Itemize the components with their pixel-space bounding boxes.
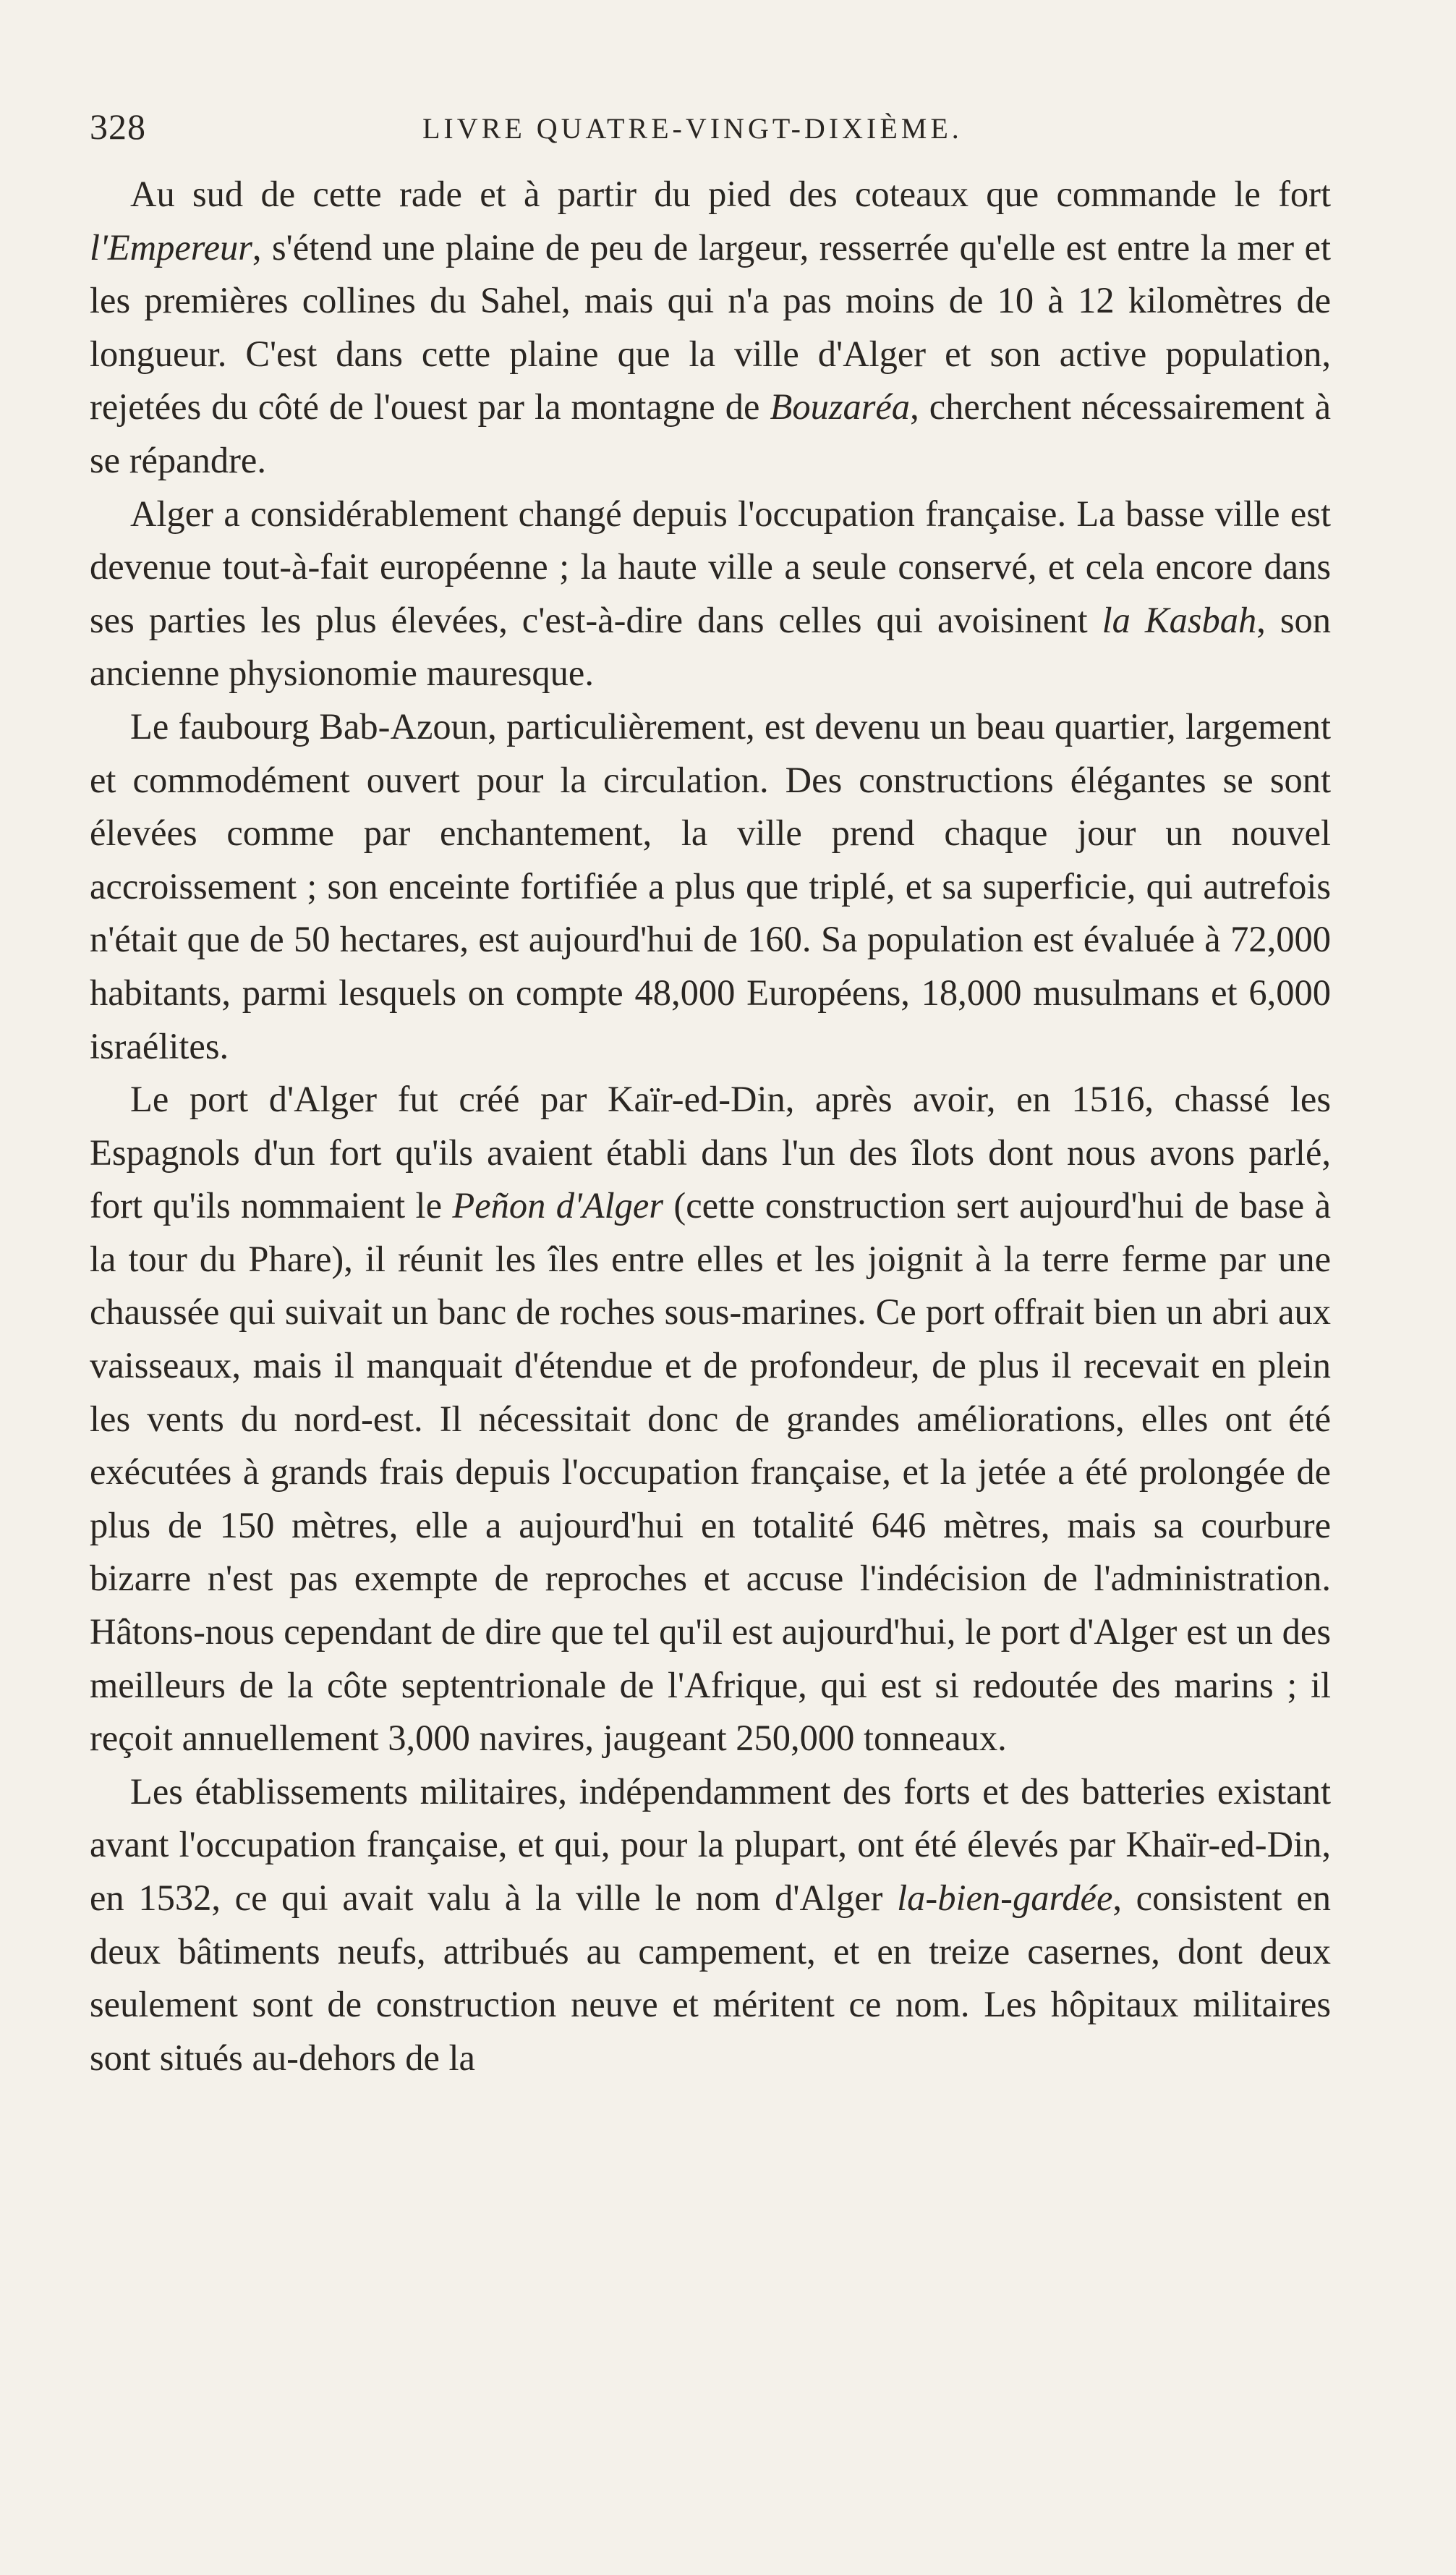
paragraph-1-text-c: , s'étend une plaine de peu de largeur, resserrée qu'elle est entre la mer et les premières collines du Sahel, mais qui n'a pas moins de 10 à 12 kilomètres de longueur. C'est dans cette plaine que la ville d'Alger et son active population, rejetées du côté de l'ouest par la montagne de xyxy=(90,226,1331,428)
paragraph-3: Le faubourg Bab-Azoun, particulièrement, est devenu un beau quartier, largement et commodément ouvert pour la circulation. Des constructions élégantes se sont élevées comme par enchantement, la ville prend chaque jour un nouvel accroissement ; son enceinte fortifiée a plus que triplé, et sa superficie, qui autrefois n'était que de 50 hectares, est aujourd'hui de 160. Sa population est évaluée à 72,000 habitants, parmi lesquels on compte 48,000 Européens, 18,000 musulmans et 6,000 israélites. xyxy=(90,705,1331,1066)
paragraph-1-text-a: Au sud de cette rade et à partir du pied des coteaux que commande le fort xyxy=(130,174,1331,214)
running-head: LIVRE QUATRE-VINGT-DIXIÈME. xyxy=(422,112,963,145)
body-text xyxy=(90,168,1331,2084)
paragraph-4-text-a: Le port d'Alger fut créé par Kaïr-ed-Din, après avoir, en 1516, chassé les Espagnols d'un fort qu'ils avaient établi dans l'un des îlots dont nous avons parlé, fort qu'ils nommaient le xyxy=(90,1079,1331,1226)
paragraph-4-text-c: (cette construction sert aujourd'hui de base à la tour du Phare), il réunit les îles entre elles et les joignit à la terre ferme par une chaussée qui suivait un banc de roches sous-marines. Ce port offrait bien un abri aux vaisseaux, mais il manquait d'étendue et de profondeur, de plus il recevait en plein les vents du nord-est. Il nécessitait donc de grandes améliorations, elles ont été exécutées à grands frais depuis l'occupation française, et la jetée a été prolongée de plus de 150 mètres, elle a aujourd'hui en totalité 646 mètres, mais sa courbure bizarre n'est pas exempte de reproches et accuse l'indécision de l'administration. Hâtons-nous cependant de dire que tel qu'il est aujourd'hui, le port d'Alger est un des meilleurs de la côte septentrionale de l'Afrique, qui est si redoutée des marins ; il reçoit annuellement 3,000 navires, jaugeant 250,000 tonneaux. xyxy=(90,1185,1331,1759)
paragraph-2-text-a: Alger a considérablement changé depuis l'occupation française. La basse ville est devenue tout-à-fait européenne ; la haute ville a seule conservé, et cela encore dans ses parties les plus élevées, c'est-à-dire dans celles qui avoisinent xyxy=(90,493,1331,640)
paragraph-2-italic-kasbah: la Kasbah xyxy=(1102,599,1257,640)
paragraph-5-italic-bien-gardee: la-bien-gardée xyxy=(897,1878,1113,1918)
page-number: 328 xyxy=(90,106,146,147)
paragraph-1-text-e: , cherchent nécessairement à se répandre. xyxy=(90,386,1331,480)
paragraph-1-italic-empereur: l'Empereur xyxy=(90,226,252,268)
paragraph-1 xyxy=(90,168,1331,488)
paragraph-2-text-c: , son ancienne physionomie mauresque. xyxy=(90,599,1332,694)
paragraph-1-italic-bouzarea: Bouzaréa xyxy=(770,386,911,428)
paragraph-5 xyxy=(90,1765,1331,2085)
page-header xyxy=(90,106,1348,149)
paragraph-5-text-c: , consistent en deux bâtiments neufs, attribués au campement, et en treize casernes, dont deux seulement sont de construction neuve et méritent ce nom. Les hôpitaux militaires sont situés au-dehors de la xyxy=(90,1878,1331,2078)
paragraph-4-italic-penon: Peñon d'Alger xyxy=(452,1185,664,1226)
paragraph-2 xyxy=(90,488,1331,700)
paragraph-5-text-a: Les établissements militaires, indépendamment des forts et des batteries existant avant l'occupation française, et qui, pour la plupart, ont été élevés par Khaïr-ed-Din, en 1532, ce qui avait valu à la ville le nom d'Alger xyxy=(90,1770,1331,1918)
paragraph-4 xyxy=(90,1073,1331,1765)
